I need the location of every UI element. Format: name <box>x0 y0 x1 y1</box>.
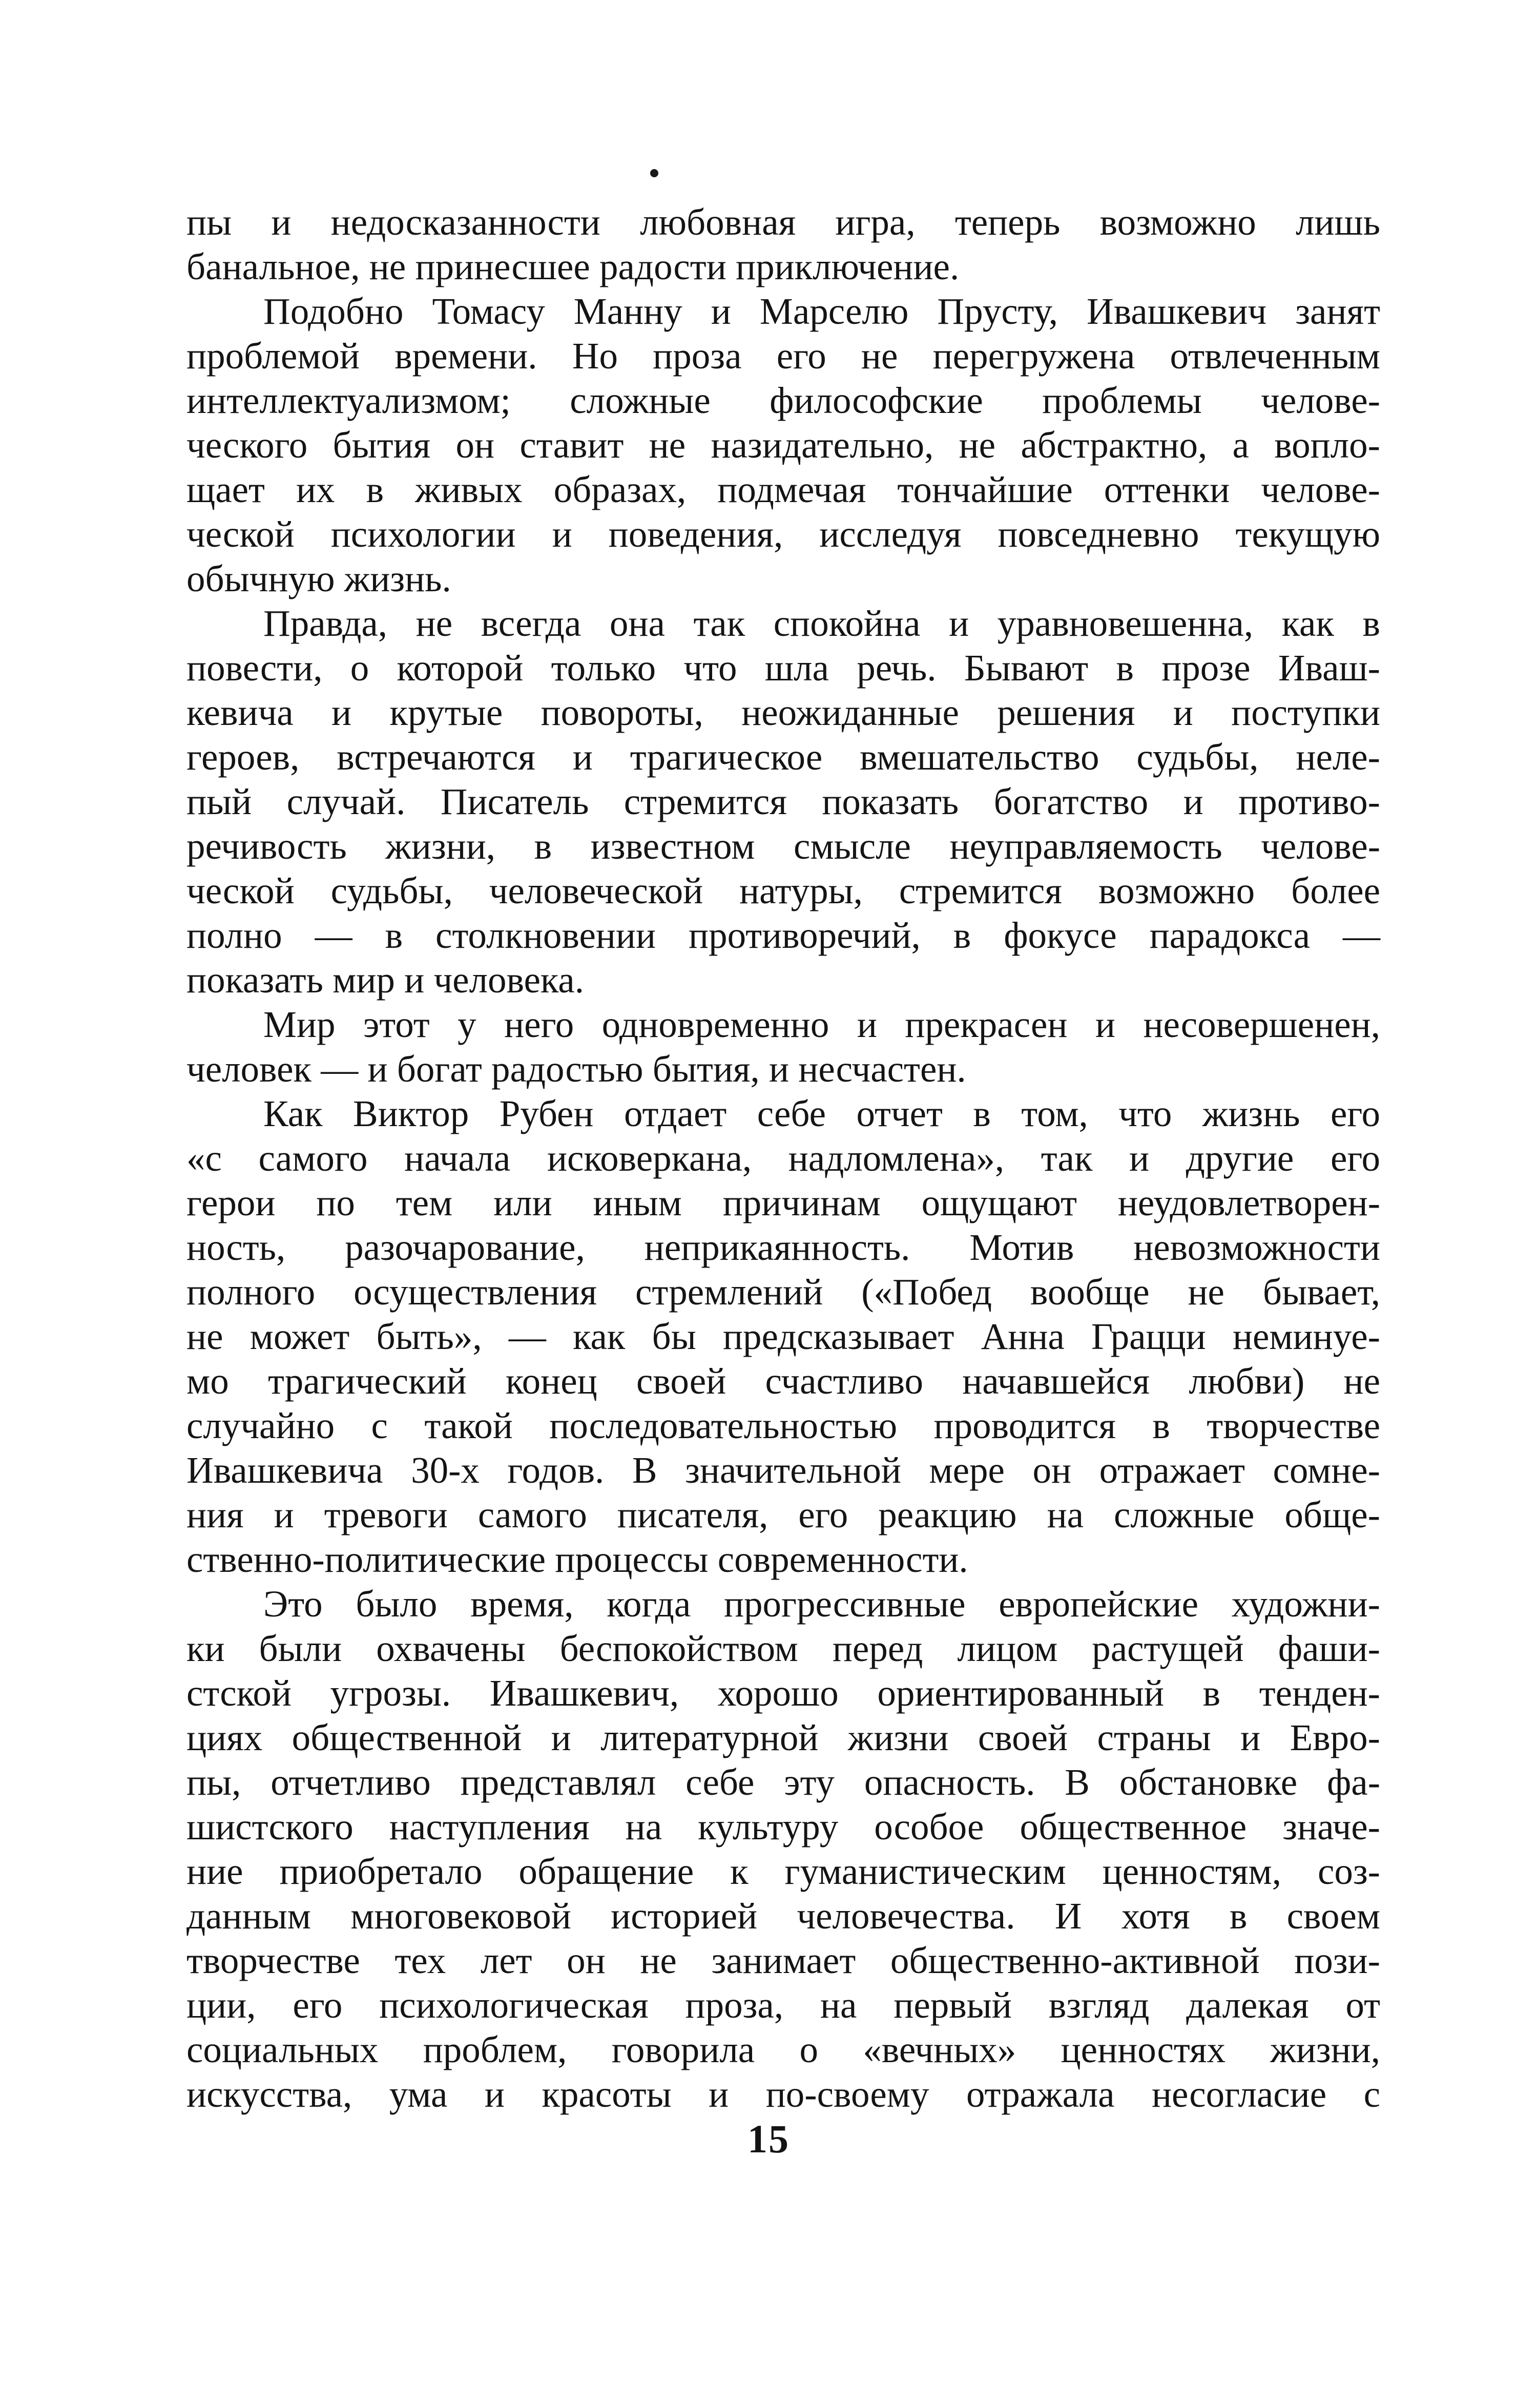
text-line: Подобно Томасу Манну и Марселю Прусту, Ивашкевич занят <box>263 290 1380 332</box>
text-line: ния и тревоги самого писателя, его реакцию на сложные обще- <box>186 1494 1380 1535</box>
paragraph <box>186 1091 1380 1582</box>
text-line: обычную жизнь. <box>186 558 451 599</box>
paragraph <box>186 289 1380 601</box>
text-line: циях общественной и литературной жизни своей страны и Евро- <box>186 1717 1380 1758</box>
text-line: шистского наступления на культуру особое общественное значе- <box>186 1806 1380 1847</box>
text-line: Правда, не всегда она так спокойна и уравновешенна, как в <box>263 603 1380 644</box>
text-line: мо трагический конец своей счастливо начавшейся любви) не <box>186 1360 1380 1402</box>
text-line: пый случай. Писатель стремится показать богатство и противо- <box>186 781 1380 822</box>
text-line: пы и недосказанности любовная игра, теперь возможно лишь <box>186 201 1380 243</box>
text-line: ции, его психологическая проза, на первый взгляд далекая от <box>186 1984 1380 2026</box>
text-line: «с самого начала исковеркана, надломлена», так и другие его <box>186 1137 1380 1179</box>
text-line: ственно-политические процессы современности. <box>186 1539 968 1580</box>
text-line: стской угрозы. Ивашкевич, хорошо ориентированный в тенден- <box>186 1672 1380 1714</box>
text-line: творчестве тех лет он не занимает общественно-активной пози- <box>186 1940 1380 1981</box>
text-line: пы, отчетливо представлял себе эту опасность. В обстановке фа- <box>186 1761 1380 1803</box>
paragraph <box>186 1002 1380 1091</box>
text-line: Это было время, когда прогрессивные европейские художни- <box>263 1583 1380 1625</box>
text-line: ческой судьбы, человеческой натуры, стремится возможно более <box>186 870 1380 911</box>
text-line: искусства, ума и красоты и по-своему отражала несогласие с <box>186 2073 1380 2115</box>
text-line: щает их в живых образах, подмечая тончайшие оттенки челове- <box>186 469 1380 510</box>
text-line: речивость жизни, в известном смысле неуправляемость челове- <box>186 825 1380 867</box>
text-line: герои по тем или иным причинам ощущают неудовлетворен- <box>186 1182 1380 1223</box>
text-line: показать мир и человека. <box>186 959 584 1001</box>
paragraph <box>186 200 1380 289</box>
body-text <box>186 200 1380 2116</box>
text-line: ческого бытия он ставит не назидательно, не абстрактно, а вопло- <box>186 424 1380 466</box>
ink-dot-mark <box>650 169 658 177</box>
text-line: полного осуществления стремлений («Побед вообще не бывает, <box>186 1271 1380 1313</box>
text-line: Как Виктор Рубен отдает себе отчет в том, что жизнь его <box>263 1093 1380 1134</box>
text-line: Мир этот у него одновременно и прекрасен и несовершенен, <box>263 1004 1380 1045</box>
text-line: проблемой времени. Но проза его не перегружена отвлеченным <box>186 335 1380 377</box>
text-line: интеллектуализмом; сложные философские проблемы челове- <box>186 380 1380 421</box>
text-line: ность, разочарование, неприкаянность. Мотив невозможности <box>186 1227 1380 1268</box>
text-line: полно — в столкновении противоречий, в фокусе парадокса — <box>186 915 1380 956</box>
text-line: ки были охвачены беспокойством перед лицом растущей фаши- <box>186 1628 1380 1669</box>
text-line: данным многовековой историей человечества. И хотя в своем <box>186 1895 1380 1937</box>
paragraph <box>186 601 1380 1002</box>
text-line: героев, встречаются и трагическое вмешательство судьбы, неле- <box>186 736 1380 778</box>
text-line: социальных проблем, говорила о «вечных» ценностях жизни, <box>186 2029 1380 2070</box>
text-line: не может быть», — как бы предсказывает Анна Грацци неминуе- <box>186 1316 1380 1357</box>
text-line: Ивашкевича 30-х годов. В значительной мере он отражает сомне- <box>186 1449 1380 1491</box>
text-line: повести, о которой только что шла речь. Бывают в прозе Иваш- <box>186 647 1380 689</box>
text-line: банальное, не принесшее радости приключение. <box>186 246 960 287</box>
text-line: человек — и богат радостью бытия, и несчастен. <box>186 1048 966 1090</box>
paragraph <box>186 1582 1380 2116</box>
text-line: ние приобретало обращение к гуманистическим ценностям, соз- <box>186 1851 1380 1892</box>
text-line: кевича и крутые повороты, неожиданные решения и поступки <box>186 692 1380 733</box>
text-line: ческой психологии и поведения, исследуя повседневно текущую <box>186 513 1380 555</box>
page-number: 15 <box>747 2116 790 2161</box>
text-line: случайно с такой последовательностью проводится в творчестве <box>186 1405 1380 1446</box>
